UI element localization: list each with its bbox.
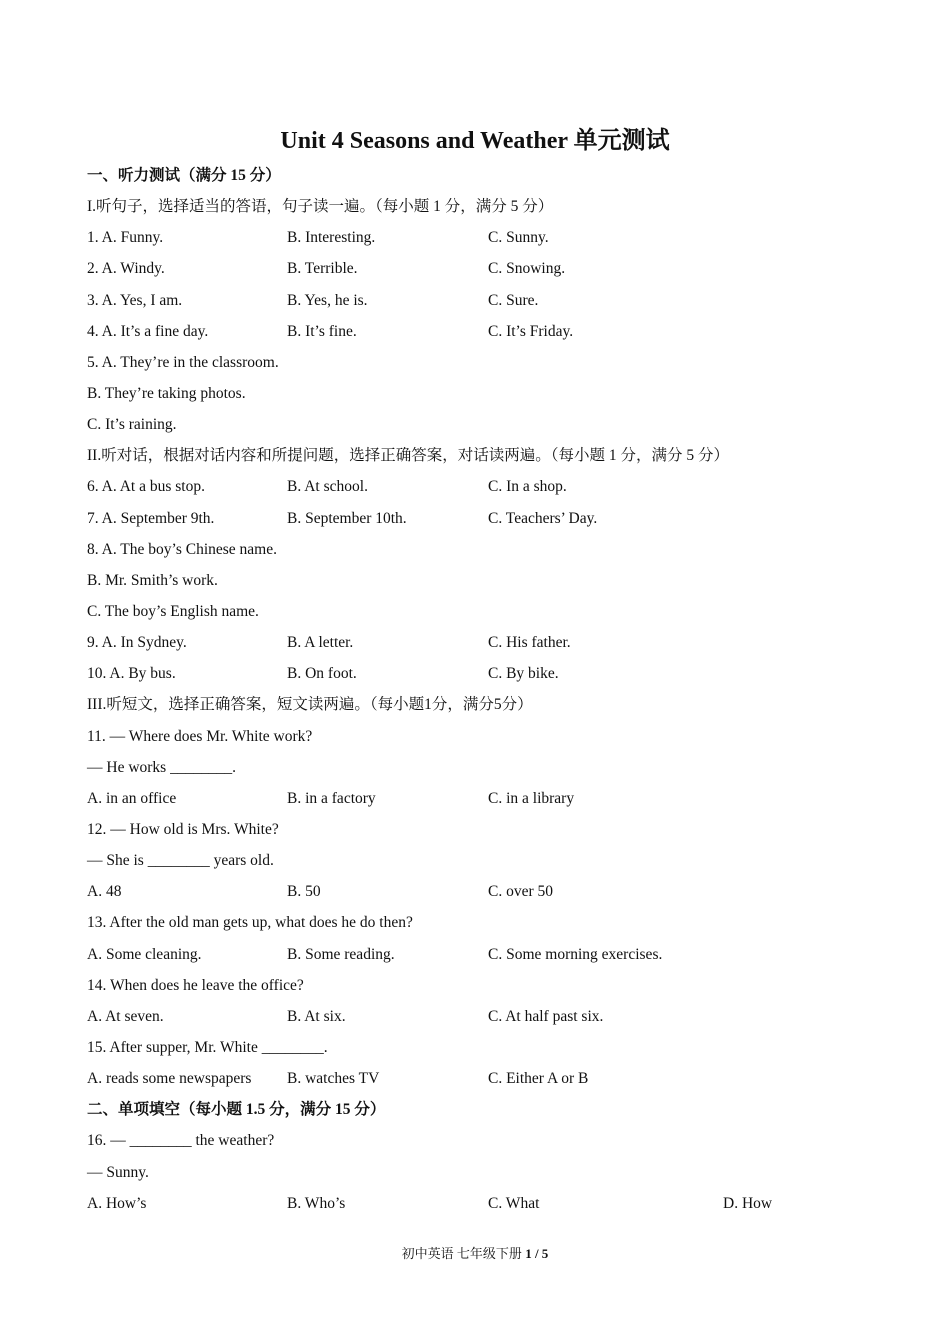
question-row (87, 1063, 887, 1094)
question-stem: 16. — ________ the weather? (87, 1132, 275, 1150)
option-a: A. How’s (87, 1194, 147, 1212)
option-b: B. It’s fine. (287, 322, 357, 340)
option-c: C. His father. (488, 634, 571, 652)
option-c: C. The boy’s English name. (87, 602, 259, 620)
option-a: 1. A. Funny. (87, 229, 164, 247)
option-b: B. A letter. (287, 634, 354, 652)
option-a: A. in an office (87, 789, 177, 807)
option-a: 8. A. The boy’s Chinese name. (87, 540, 277, 558)
question-row (87, 1188, 887, 1219)
option-b: B. Mr. Smith’s work. (87, 571, 218, 589)
option-c: C. It’s Friday. (488, 322, 574, 340)
option-b: B. Terrible. (287, 260, 358, 278)
question-row (87, 627, 887, 658)
part-instruction-2: II.听对话，根据对话内容和所提问题，选择正确答案，对话读两遍。（每小题 1 分，满分 5 分） (87, 447, 729, 465)
option-a: 3. A. Yes, I am. (87, 291, 183, 309)
option-c: C. It’s raining. (87, 416, 177, 434)
option-a: 4. A. It’s a fine day. (87, 322, 209, 340)
option-c: C. over 50 (488, 883, 554, 901)
question-answer-line: — He works ________. (87, 758, 236, 776)
question-row (87, 253, 887, 284)
option-c: C. in a library (488, 789, 575, 807)
option-c: C. Some morning exercises. (488, 945, 663, 963)
question-stem: 15. After supper, Mr. White ________. (87, 1038, 328, 1056)
page-footer (0, 1244, 950, 1264)
option-a: 9. A. In Sydney. (87, 634, 187, 652)
option-b: B. At six. (287, 1007, 346, 1025)
option-a: A. reads some newspapers (87, 1070, 252, 1088)
option-b: B. Some reading. (287, 945, 395, 963)
option-b: B. At school. (287, 478, 368, 496)
option-a: 2. A. Windy. (87, 260, 165, 278)
option-c: C. Sunny. (488, 229, 549, 247)
question-row (87, 285, 887, 316)
question-row (87, 222, 887, 253)
option-b: B. Yes, he is. (287, 291, 368, 309)
option-c: C. By bike. (488, 665, 559, 683)
option-c: C. Sure. (488, 291, 539, 309)
option-c: C. Snowing. (488, 260, 566, 278)
option-b: B. watches TV (287, 1070, 380, 1088)
option-b: B. 50 (287, 883, 321, 901)
page-title: Unit 4 Seasons and Weather 单元测试 (280, 128, 670, 154)
question-stem: 12. — How old is Mrs. White? (87, 820, 279, 838)
option-b: B. They’re taking photos. (87, 384, 246, 402)
part-instruction-1: I.听句子，选择适当的答语，句子读一遍。（每小题 1 分，满分 5 分） (87, 198, 554, 216)
question-row (87, 1001, 887, 1032)
question-answer-line: — Sunny. (87, 1163, 149, 1181)
question-stem: 13. After the old man gets up, what does he do then? (87, 914, 413, 932)
question-stem: 11. — Where does Mr. White work? (87, 727, 313, 745)
part-instruction-3: III.听短文，选择正确答案，短文读两遍。（每小题1分，满分5分） (87, 696, 533, 714)
option-b: B. September 10th. (287, 509, 407, 527)
option-a: A. At seven. (87, 1007, 164, 1025)
question-row (87, 316, 887, 347)
option-c: C. Either A or B (488, 1070, 589, 1088)
option-c: C. In a shop. (488, 478, 567, 496)
option-a: 6. A. At a bus stop. (87, 478, 205, 496)
worksheet-body (87, 160, 887, 1219)
option-a: 10. A. By bus. (87, 665, 176, 683)
footer-course-label: 初中英语 七年级下册 (401, 1246, 526, 1261)
question-row (87, 471, 887, 502)
question-row (87, 658, 887, 689)
question-row (87, 876, 887, 907)
option-b: B. Interesting. (287, 229, 376, 247)
option-d: D. How (723, 1194, 773, 1212)
option-b: B. Who’s (287, 1194, 346, 1212)
option-c: C. What (488, 1194, 540, 1212)
section-heading-listening: 一、听力测试（满分 15 分） (87, 167, 281, 184)
option-a: 7. A. September 9th. (87, 509, 215, 527)
option-c: C. At half past six. (488, 1007, 604, 1025)
option-a: A. 48 (87, 883, 122, 901)
option-b: B. On foot. (287, 665, 357, 683)
question-row (87, 939, 887, 970)
page-number: 1 / 5 (525, 1246, 549, 1261)
question-row (87, 783, 887, 814)
option-a: 5. A. They’re in the classroom. (87, 353, 279, 371)
question-stem: 14. When does he leave the office? (87, 976, 304, 994)
option-a: A. Some cleaning. (87, 945, 202, 963)
section-heading-grammar: 二、单项填空（每小题 1.5 分，满分 15 分） (87, 1101, 386, 1119)
option-c: C. Teachers’ Day. (488, 509, 598, 527)
question-row (87, 503, 887, 534)
question-answer-line: — She is ________ years old. (87, 852, 274, 870)
option-b: B. in a factory (287, 789, 376, 807)
